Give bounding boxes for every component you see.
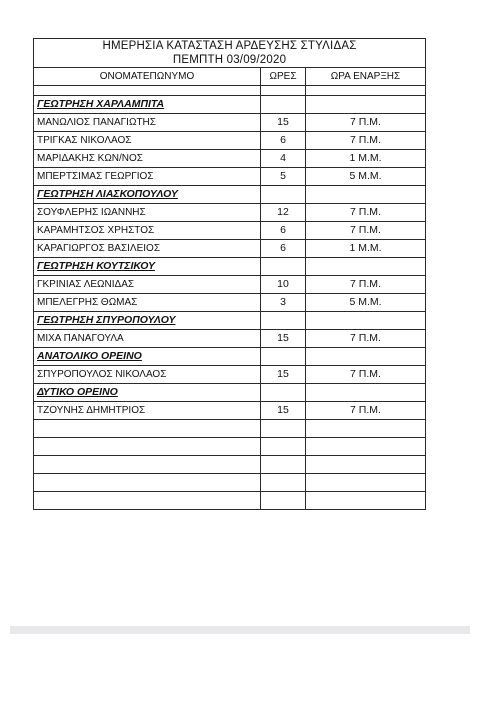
document-title: ΗΜΕΡΗΣΙΑ ΚΑΤΑΣΤΑΣΗ ΑΡΔΕΥΣΗΣ ΣΤΥΛΙΔΑΣ [34, 39, 426, 54]
person-name: ΜΙΧΑ ΠΑΝΑΓΟΥΛΑ [34, 330, 261, 348]
hours-value: 6 [261, 222, 306, 240]
empty-row [34, 420, 426, 438]
empty-row [34, 438, 426, 456]
start-time-value: 7 Π.Μ. [306, 366, 426, 384]
hours-value: 4 [261, 150, 306, 168]
person-name: ΣΠΥΡΟΠΟΥΛΟΣ ΝΙΚΟΛΑΟΣ [34, 366, 261, 384]
table-row [34, 132, 426, 150]
person-name: ΤΡΙΓΚΑΣ ΝΙΚΟΛΑΟΣ [34, 132, 261, 150]
empty-row [34, 474, 426, 492]
empty-hours [261, 492, 306, 510]
header-start-time: ΩΡΑ ΕΝΑΡΞΗΣ [306, 68, 426, 86]
person-name: ΤΖΟΥΝΗΣ ΔΗΜΗΤΡΙΟΣ [34, 402, 261, 420]
start-time-value: 7 Π.Μ. [306, 132, 426, 150]
group-name: ΔΥΤΙΚΟ ΟΡΕΙΝΟ [34, 384, 261, 402]
hours-value: 12 [261, 204, 306, 222]
empty-start [306, 438, 426, 456]
empty-hours [261, 456, 306, 474]
start-time-value: 7 Π.Μ. [306, 276, 426, 294]
group-start-empty [306, 384, 426, 402]
hours-value: 3 [261, 294, 306, 312]
start-time-value: 1 Μ.Μ. [306, 150, 426, 168]
group-hours-empty [261, 348, 306, 366]
table-row [34, 168, 426, 186]
page-divider [10, 626, 470, 634]
group-start-empty [306, 312, 426, 330]
hours-value: 10 [261, 276, 306, 294]
empty-hours [261, 420, 306, 438]
group-name: ΓΕΩΤΡΗΣΗ ΛΙΑΣΚΟΠΟΥΛΟΥ [34, 186, 261, 204]
table-row [34, 150, 426, 168]
start-time-value: 1 Μ.Μ. [306, 240, 426, 258]
schedule-body [34, 39, 426, 510]
start-time-value: 7 Π.Μ. [306, 222, 426, 240]
group-start-empty [306, 96, 426, 114]
group-name: ΓΕΩΤΡΗΣΗ ΚΟΥΤΣΙΚΟΥ [34, 258, 261, 276]
table-row [34, 366, 426, 384]
table-row [34, 222, 426, 240]
empty-start [306, 420, 426, 438]
start-time-value: 7 Π.Μ. [306, 402, 426, 420]
empty-name [34, 456, 261, 474]
empty-name [34, 420, 261, 438]
irrigation-schedule-table [33, 38, 426, 510]
empty-name [34, 474, 261, 492]
header-row [34, 68, 426, 86]
start-time-value: 7 Π.Μ. [306, 330, 426, 348]
group-row [34, 348, 426, 366]
empty-start [306, 456, 426, 474]
person-name: ΜΠΕΛΕΓΡΗΣ ΘΩΜΑΣ [34, 294, 261, 312]
empty-start [306, 492, 426, 510]
table-row [34, 276, 426, 294]
group-name: ΓΕΩΤΡΗΣΗ ΣΠΥΡΟΠΟΥΛΟΥ [34, 312, 261, 330]
person-name: ΜΠΕΡΤΣΙΜΑΣ ΓΕΩΡΓΙΟΣ [34, 168, 261, 186]
group-name: ΓΕΩΤΡΗΣΗ ΧΑΡΛΑΜΠΙΤΑ [34, 96, 261, 114]
empty-start [306, 474, 426, 492]
empty-name [34, 492, 261, 510]
table-row [34, 114, 426, 132]
header-hours: ΩΡΕΣ [261, 68, 306, 86]
person-name: ΓΚΡΙΝΙΑΣ ΛΕΩΝΙΔΑΣ [34, 276, 261, 294]
person-name: ΚΑΡΑΜΗΤΣΟΣ ΧΡΗΣΤΟΣ [34, 222, 261, 240]
empty-name [34, 438, 261, 456]
group-row [34, 312, 426, 330]
hours-value: 6 [261, 240, 306, 258]
hours-value: 15 [261, 114, 306, 132]
start-time-value: 5 Μ.Μ. [306, 294, 426, 312]
table-row [34, 240, 426, 258]
empty-row [34, 492, 426, 510]
group-row [34, 258, 426, 276]
hours-value: 15 [261, 330, 306, 348]
hours-value: 15 [261, 366, 306, 384]
hours-value: 5 [261, 168, 306, 186]
group-start-empty [306, 258, 426, 276]
header-name: ΟΝΟΜΑΤΕΠΩΝΥΜΟ [34, 68, 261, 86]
document-date: ΠΕΜΠΤΗ 03/09/2020 [34, 53, 426, 68]
person-name: ΜΑΝΩΛΙΟΣ ΠΑΝΑΓΙΩΤΗΣ [34, 114, 261, 132]
hours-value: 6 [261, 132, 306, 150]
spacer-row [34, 86, 426, 96]
empty-hours [261, 438, 306, 456]
group-name: ΑΝΑΤΟΛΙΚΟ ΟΡΕΙΝΟ [34, 348, 261, 366]
empty-row [34, 456, 426, 474]
hours-value: 15 [261, 402, 306, 420]
table-row [34, 204, 426, 222]
group-row [34, 384, 426, 402]
table-row [34, 402, 426, 420]
group-hours-empty [261, 312, 306, 330]
person-name: ΚΑΡΑΓΙΩΡΓΟΣ ΒΑΣΙΛΕΙΟΣ [34, 240, 261, 258]
group-hours-empty [261, 258, 306, 276]
group-hours-empty [261, 384, 306, 402]
group-row [34, 96, 426, 114]
start-time-value: 7 Π.Μ. [306, 114, 426, 132]
group-start-empty [306, 186, 426, 204]
group-hours-empty [261, 96, 306, 114]
page-bottom [10, 634, 470, 719]
start-time-value: 5 Μ.Μ. [306, 168, 426, 186]
empty-hours [261, 474, 306, 492]
start-time-value: 7 Π.Μ. [306, 204, 426, 222]
group-hours-empty [261, 186, 306, 204]
table-row [34, 294, 426, 312]
title-row [34, 39, 426, 54]
person-name: ΜΑΡΙΔΑΚΗΣ ΚΩΝ/ΝΟΣ [34, 150, 261, 168]
date-row [34, 53, 426, 68]
group-start-empty [306, 348, 426, 366]
table-row [34, 330, 426, 348]
group-row [34, 186, 426, 204]
person-name: ΣΟΥΦΛΕΡΗΣ ΙΩΑΝΝΗΣ [34, 204, 261, 222]
